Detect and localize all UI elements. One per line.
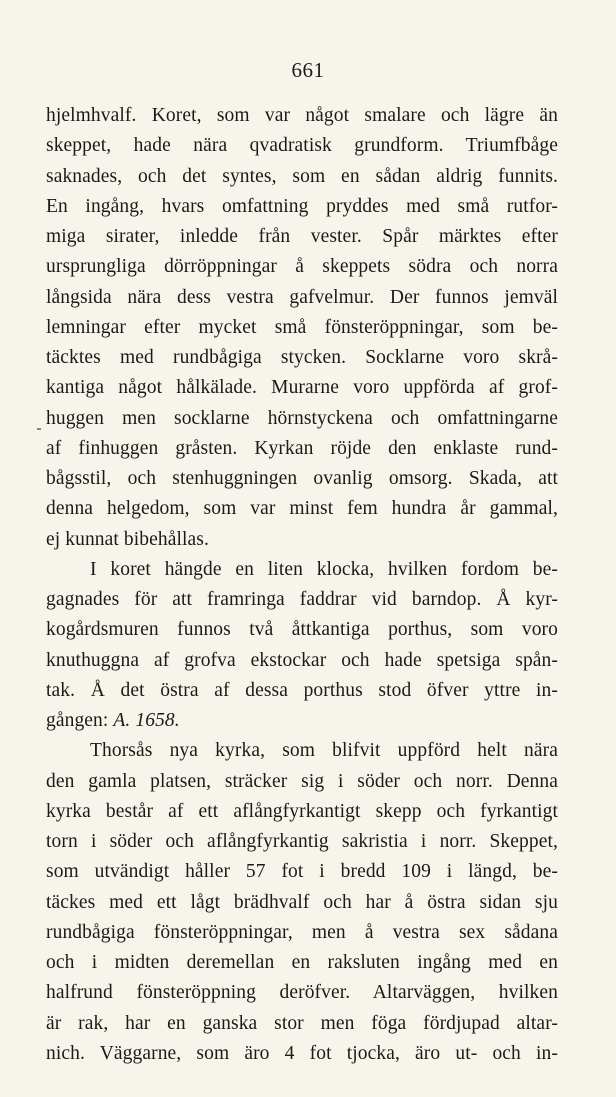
text-line-content: kantiga något hålkälade. Murarne voro uppförda af grof- xyxy=(46,377,558,399)
text-line-content: bågsstil, och stenhuggningen ovanlig omsorg. Skada, att xyxy=(46,468,558,489)
text-line xyxy=(46,404,558,434)
text-line-content: kyrka består af ett aflångfyrkantigt skepp och fyrkantigt xyxy=(46,800,558,822)
page-number: 661 xyxy=(291,58,325,82)
text-line xyxy=(46,646,558,676)
text-line xyxy=(46,888,558,918)
text-line-content: torn i söder och aflångfyrkantig sakristia i norr. Skeppet, xyxy=(46,831,558,852)
text-line xyxy=(46,313,558,343)
text-line xyxy=(46,464,558,494)
margin-mark xyxy=(37,428,41,430)
text-line-content: täckes med ett lågt brädhvalf och har å östra sidan sju xyxy=(46,891,558,913)
text-line-content: miga sirater, inledde från vester. Spår märktes efter xyxy=(46,226,558,247)
text-line xyxy=(46,283,558,313)
text-line-content: I koret hängde en liten klocka, hvilken fordom be- xyxy=(90,558,558,580)
text-line-content: denna helgedom, som var minst fem hundra år gammal, xyxy=(46,498,558,520)
text-line-content: Thorsås nya kyrka, som blifvit uppförd helt nära xyxy=(90,740,558,762)
text-line xyxy=(46,676,558,706)
text-line xyxy=(46,585,558,615)
italic-inscription: A. 1658. xyxy=(113,710,180,731)
text-line xyxy=(46,827,558,857)
text-line-content: lemningar efter mycket små fönsteröppningar, som be- xyxy=(46,316,558,338)
text-line-content: gången: xyxy=(46,710,114,731)
text-line-content: kogårdsmuren funnos två åttkantiga porthus, som voro xyxy=(46,619,558,641)
text-line xyxy=(46,797,558,827)
text-line xyxy=(46,615,558,645)
text-line-content: af finhuggen gråsten. Kyrkan röjde den enklaste rund- xyxy=(46,437,558,459)
text-line-content: och i midten deremellan en raksluten ingång med en xyxy=(46,952,558,973)
text-line-content: rundbågiga fönsteröppningar, men å vestra sex sådana xyxy=(46,921,558,943)
text-line-content: ej kunnat bibehållas. xyxy=(46,528,209,550)
text-line-content: långsida nära dess vestra gafvelmur. Der funnos jemväl xyxy=(46,286,558,308)
text-line xyxy=(46,434,558,464)
text-line-content: är rak, har en ganska stor men föga fördjupad altar- xyxy=(46,1012,558,1034)
text-line-content: nich. Väggarne, som äro 4 fot tjocka, äro ut- och in- xyxy=(46,1042,558,1064)
text-line xyxy=(46,857,558,887)
text-line xyxy=(46,918,558,948)
text-line-content: saknades, och det syntes, som en sådan aldrig funnits. xyxy=(46,165,558,187)
text-line xyxy=(46,131,558,161)
text-line xyxy=(46,162,558,192)
text-line-content: En ingång, hvars omfattning pryddes med små rutfor- xyxy=(46,195,558,217)
text-line xyxy=(46,101,558,131)
text-line xyxy=(46,373,558,403)
text-line xyxy=(46,555,558,585)
text-line xyxy=(46,525,558,555)
text-line-content: skeppet, hade nära qvadratisk grundform. Triumfbåge xyxy=(46,135,558,157)
text-line-content: som utvändigt håller 57 fot i bredd 109 i längd, be- xyxy=(46,861,558,883)
text-line-content: gagnades för att framringa faddrar vid barndop. Å kyr- xyxy=(46,589,558,610)
body-text xyxy=(46,101,558,1069)
text-line-content: tak. Å det östra af dessa porthus stod öfver yttre in- xyxy=(46,679,558,701)
text-line-content: ursprungliga dörröppningar å skeppets södra och norra xyxy=(46,256,558,278)
text-line xyxy=(46,948,558,978)
text-line xyxy=(46,1039,558,1069)
text-line xyxy=(46,1009,558,1039)
text-line xyxy=(46,343,558,373)
text-line-content: täcktes med rundbågiga stycken. Socklarne voro skrå- xyxy=(46,347,558,368)
text-line xyxy=(46,494,558,524)
text-line xyxy=(46,736,558,766)
text-line xyxy=(46,978,558,1008)
text-line xyxy=(46,767,558,797)
text-line xyxy=(46,252,558,282)
text-line xyxy=(46,706,558,736)
text-line-content: hjelmhvalf. Koret, som var något smalare och lägre än xyxy=(46,105,558,126)
text-line-content: den gamla platsen, sträcker sig i söder och norr. Denna xyxy=(46,770,558,792)
text-line-content: halfrund fönsteröppning deröfver. Altarväggen, hvilken xyxy=(46,982,558,1004)
text-line-content: knuthuggna af grofva ekstockar och hade spetsiga spån- xyxy=(46,649,558,671)
text-line-content: huggen men socklarne hörnstyckena och omfattningarne xyxy=(46,407,558,429)
text-line xyxy=(46,192,558,222)
text-line xyxy=(46,222,558,252)
